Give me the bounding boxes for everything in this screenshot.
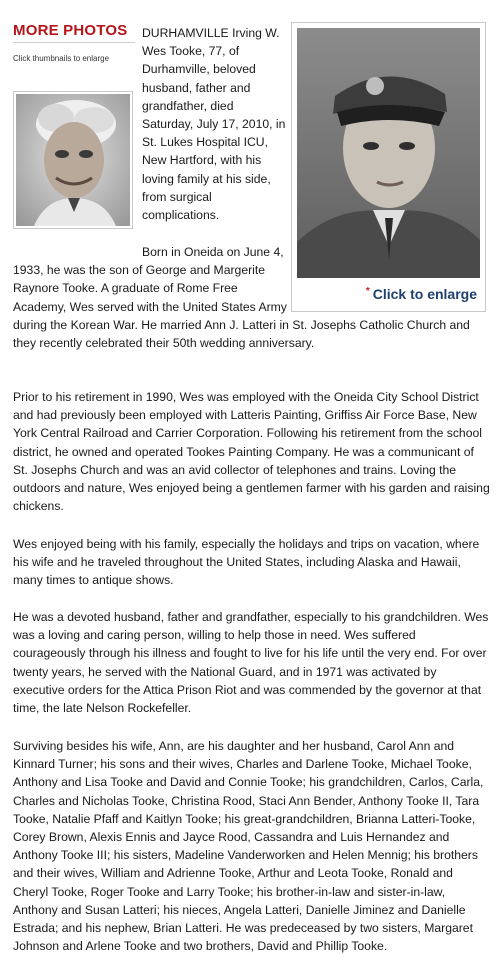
article-paragraph-2: Prior to his retirement in 1990, Wes was employed with the Oneida City School District and had previously been employed with Latteris Painting, Griffiss Air Force Base, New York Central Railroad and Carrier Corporation. Following his retirement from the school district, he owned and operated Tookes Painting Company. He was a communicant of St. Josephs Church and was an avid collector of telephones and trains. Loving the outdoors and nature, Wes enjoyed being a gentlemen farmer with his garden and raising chickens.	[13, 390, 490, 514]
more-photos-title: MORE PHOTOS	[13, 22, 128, 39]
enlarge-label: Click to enlarge	[372, 286, 477, 302]
main-photo[interactable]	[297, 28, 480, 278]
article-paragraph-4: He was a devoted husband, father and grandfather, especially to his grandchildren. Wes was a loving and caring person, willing to help those in need. Wes suffered courageously through his illness and fought to live for his life until the very end. For over twenty years, he served with the National Guard, and in 1971 was activated by executive orders for the Attica Prison Riot and was commended by the governor at that time, the late Nelson Rockefeller.	[13, 610, 489, 716]
article-intro: DURHAMVILLE Irving W. Wes Tooke, 77, of Durhamville, beloved husband, father and grandfather, died Saturday, July 17, 2010, in St. Lukes Hospital ICU, New Hartford, with his loving family at his side, from surgical complications.	[142, 26, 286, 223]
article-paragraph-5: Surviving besides his wife, Ann, are his daughter and her husband, Carol Ann and Kinnard Turner; his sons and their wives, Charles and Darlene Tooke, Michael Tooke, Anthony and Lisa Tooke and David and Connie Tooke; his grandchildren, Carlos, Carla, Charles and Nicholas Tooke, Christina Rood, Staci Ann Bender, Anthony Tooke II, Tara Tooke, Natalie Pfaff and Kaitlyn Tooke; his great-grandchildren, Brianna Latteri-Tooke, Corey Brown, Alexis Ennis and Jayce Rood, Cassandra and Luis Hernandez and Anthony Tooke III; his sisters, Madeline Vanderworken and Helen Mennig; his brothers and their wives, William and Adrienne Tooke, Arthur and Leota Tooke, Ronald and Cheryl Tooke, Roger Tooke and Larry Tooke; his brother-in-law and sister-in-law, Anthony and Susan Latteri; his nieces, Angela Latteri, Danielle Jiminez and Danielle Estrada; and his nephew, Brian Latteri. He was predeceased by two sisters, Margaret Johnson and Arlene Tooke and two brothers, David and Phillip Tooke.	[13, 739, 484, 954]
elderly-man-photo-icon	[16, 94, 130, 226]
soldier-photo-icon	[297, 28, 480, 278]
enlarge-marker: *	[365, 286, 370, 297]
article-paragraph-1	[13, 243, 491, 352]
article-paragraph-3: Wes enjoyed being with his family, especially the holidays and trips on vacation, where his wife and he traveled throughout the United States, including Alaska and Hawaii, many times to antique shows.	[13, 537, 480, 588]
thumbnail-hint: Click thumbnails to enlarge	[13, 54, 110, 63]
thumbnail-photo[interactable]	[13, 91, 133, 229]
article-paragraph-1-text: Born in Oneida on June 4, 1933, he was the son of George and Margerite Raynore Tooke. A graduate of Rome Free Academy, Wes served with the United States Army during the Korean War. He married Ann J. Latteri in St. Josephs Catholic Church and they recently celebrated their 50th wedding anniversary.	[13, 245, 470, 351]
more-photos-header	[13, 22, 135, 43]
